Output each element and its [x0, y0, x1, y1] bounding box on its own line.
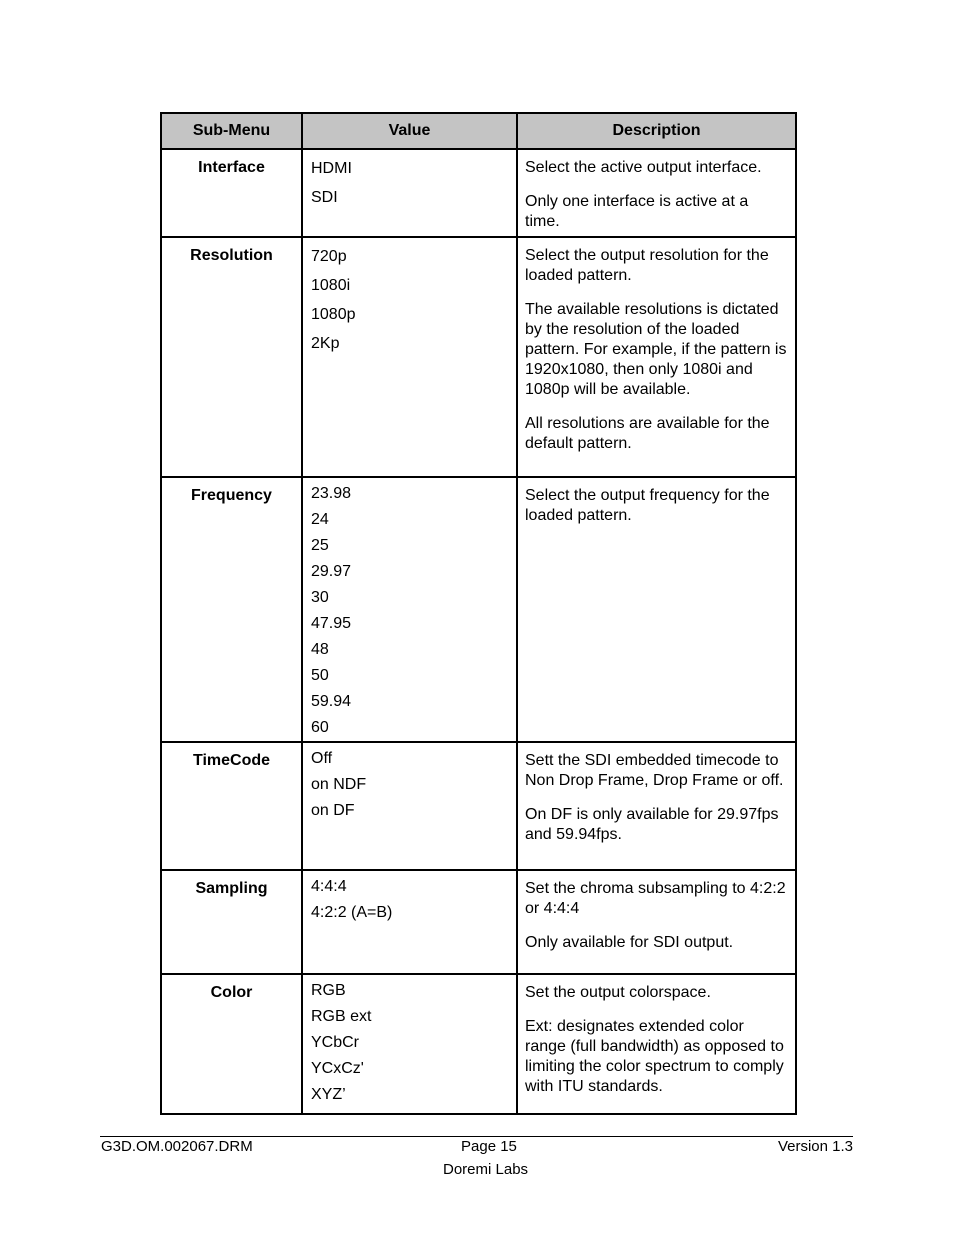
value-cell — [302, 149, 517, 237]
sub-menu-cell: TimeCode — [161, 742, 302, 870]
table-row — [161, 974, 796, 1114]
description-text: Select the output resolution for the loaded pattern. — [525, 247, 769, 284]
table-row — [161, 742, 796, 870]
description-text: Set the chroma subsampling to 4:2:2 or 4:4:4 — [525, 880, 786, 917]
value-item: 2Kp — [311, 335, 340, 352]
description-text: On DF is only available for 29.97fps and 59.94fps. — [525, 806, 779, 843]
description-cell — [517, 237, 796, 477]
sub-menu-cell: Resolution — [161, 237, 302, 477]
value-item: RGB — [311, 982, 346, 999]
description-text: Only available for SDI output. — [525, 934, 734, 951]
value-cell — [302, 974, 517, 1114]
value-item: 25 — [311, 537, 329, 554]
value-item: 4:2:2 (A=B) — [311, 904, 393, 921]
table-row — [161, 149, 796, 237]
table-row — [161, 870, 796, 974]
value-item: on DF — [311, 802, 355, 819]
description-text: Select the output frequency for the loaded pattern. — [525, 487, 770, 524]
value-item: HDMI — [311, 160, 352, 177]
value-item: 23.98 — [311, 485, 352, 502]
value-item: on NDF — [311, 776, 367, 793]
description-text: Ext: designates extended color range (full bandwidth) as opposed to limiting the color spectrum to comply with ITU standards. — [525, 1018, 784, 1095]
value-item: 47.95 — [311, 615, 352, 632]
header-description: Description — [517, 113, 796, 149]
description-text: Sett the SDI embedded timecode to Non Drop Frame, Drop Frame or off. — [525, 752, 784, 789]
value-cell — [302, 870, 517, 974]
sub-menu-cell: Interface — [161, 149, 302, 237]
submenu-table — [160, 112, 797, 1115]
value-cell — [302, 237, 517, 477]
value-item: 1080p — [311, 306, 356, 323]
value-item: 48 — [311, 641, 329, 658]
value-item: SDI — [311, 189, 338, 206]
value-item: XYZ’ — [311, 1086, 346, 1103]
value-item: 24 — [311, 511, 329, 528]
value-item: 4:4:4 — [311, 878, 347, 895]
value-item: YCxCz' — [311, 1060, 364, 1077]
value-item: 60 — [311, 719, 329, 736]
value-item: 50 — [311, 667, 329, 684]
footer-doc-id: G3D.OM.002067.DRM — [101, 1138, 253, 1155]
description-text: All resolutions are available for the default pattern. — [525, 415, 770, 452]
description-cell — [517, 974, 796, 1114]
value-cell — [302, 477, 517, 742]
value-item: 1080i — [311, 277, 351, 294]
description-cell — [517, 149, 796, 237]
header-sub-menu: Sub-Menu — [161, 113, 302, 149]
value-item: 29.97 — [311, 563, 352, 580]
footer-version: Version 1.3 — [777, 1138, 853, 1155]
value-item: 30 — [311, 589, 329, 606]
sub-menu-cell: Color — [161, 974, 302, 1114]
sub-menu-cell: Frequency — [161, 477, 302, 742]
footer-page-number: Page 15 — [461, 1138, 517, 1155]
footer-company: Doremi Labs — [443, 1161, 529, 1178]
value-item: 59.94 — [311, 693, 352, 710]
description-cell — [517, 477, 796, 742]
value-item: YCbCr — [311, 1034, 360, 1051]
description-text: The available resolutions is dictated by the resolution of the loaded pattern. For example, if the pattern is 1920x1080, then only 1080i and 1080p will be available. — [525, 301, 787, 398]
description-cell — [517, 742, 796, 870]
value-item: RGB ext — [311, 1008, 372, 1025]
value-item: Off — [311, 750, 333, 767]
description-text: Select the active output interface. — [525, 159, 762, 176]
table-header-row — [161, 113, 796, 149]
header-value: Value — [302, 113, 517, 149]
value-cell — [302, 742, 517, 870]
footer-divider — [100, 1136, 853, 1137]
description-text: Only one interface is active at a time. — [525, 193, 749, 230]
table-row — [161, 237, 796, 477]
description-cell — [517, 870, 796, 974]
value-item: 720p — [311, 248, 347, 265]
sub-menu-cell: Sampling — [161, 870, 302, 974]
table-row — [161, 477, 796, 742]
description-text: Set the output colorspace. — [525, 984, 711, 1001]
